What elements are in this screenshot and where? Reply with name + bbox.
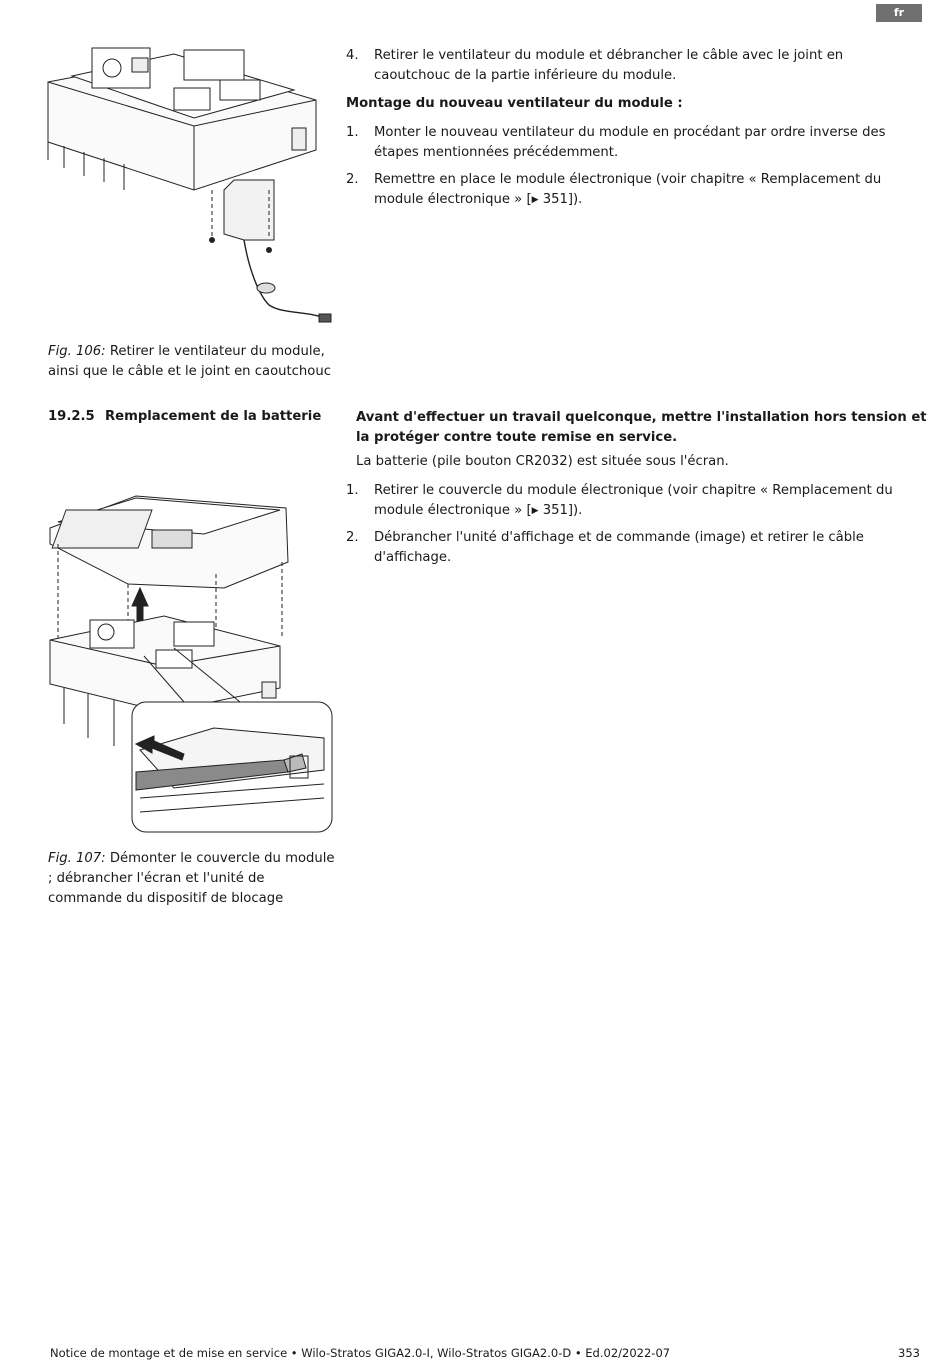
step-text: Monter le nouveau ventilateur du module en procédant par ordre inverse des étapes mentionnées précédemment. [374,125,886,160]
fig107-caption [48,849,338,909]
fig-caption-text: Démonter le couvercle du module ; débrancher l'écran et l'unité de commande du dispositif de blocage [48,851,335,906]
safety-warning: Avant d'effectuer un travail quelconque, mettre l'installation hors tension et la protéger contre toute remise en service. [356,410,927,445]
page-number: 353 [898,1346,920,1360]
step-number: 2. [346,530,359,545]
step-number: 1. [346,125,359,140]
page-ref-arrow-icon: ▶ [531,506,539,516]
montage-step-2 [346,170,926,210]
section-number: 19.2.5 [48,409,95,424]
battery-step-2 [346,528,926,565]
step-text: Retirer le ventilateur du module et débrancher le câble avec le joint en caoutchouc de la partie inférieure du module. [374,48,844,83]
fig-caption-text: Retirer le ventilateur du module, ainsi que le câble et le joint en caoutchouc [48,344,331,379]
page-ref-link[interactable]: 351 [542,192,568,207]
fig106-illustration [44,40,336,330]
step-number: 4. [346,48,359,63]
battery-note: La batterie (pile bouton CR2032) est située sous l'écran. [356,454,729,469]
step-text [374,481,922,521]
section-title: Remplacement de la batterie [105,409,322,424]
step-number: 2. [346,172,359,187]
step-text-before: Remettre en place le module électronique (voir chapitre « Remplacement du module électronique » [ [374,172,882,207]
fig107-illustration [44,488,336,836]
page-ref-arrow-icon: ▶ [531,195,539,205]
fig-label: Fig. 107: [48,851,106,866]
step-text [374,170,922,210]
step-text-before: Retirer le couvercle du module électronique (voir chapitre « Remplacement du module électronique » [ [374,483,893,518]
battery-step-1 [346,481,926,521]
language-tab: fr [876,4,922,22]
fig106-caption [48,342,338,382]
fig-label: Fig. 106: [48,344,106,359]
page-ref-link[interactable]: 351 [542,503,568,518]
montage-heading: Montage du nouveau ventilateur du module : [346,96,683,111]
footer-document-info: Notice de montage et de mise en service • Wilo-Stratos GIGA2.0-I, Wilo-Stratos GIGA2.0-D • Ed.02/2022-07 [50,1346,671,1360]
step-4 [346,46,926,86]
step-text-after: ]). [567,503,583,518]
step-text-after: ]). [567,192,583,207]
step-text: Débrancher l'unité d'affichage et de commande (image) et retirer le câble d'affichage. [374,530,864,565]
montage-step-1 [346,123,926,163]
step-number: 1. [346,483,359,498]
